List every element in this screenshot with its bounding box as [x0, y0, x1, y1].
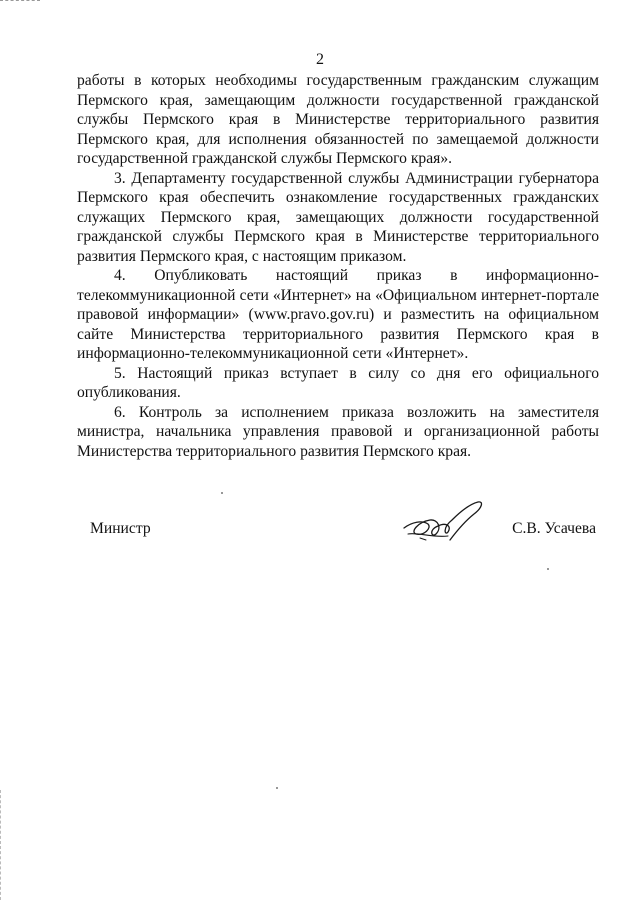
document-body	[77, 71, 599, 461]
signatory-name: С.В. Усачева	[512, 520, 596, 537]
scan-speck	[276, 787, 278, 789]
paragraph-item-4: 4. Опубликовать настоящий приказ в информационно-телекоммуникационной сети «Интернет» на «Официальном интернет-портале правовой информации» (www.pravo.gov.ru) и разместить на официальном сайте Министерства территориального развития Пермского края в информационно-телекоммуникационной сети «Интернет».	[77, 267, 599, 362]
page-number: 2	[316, 51, 324, 68]
paragraph-item-5: 5. Настоящий приказ вступает в силу со дня его официального опубликования.	[77, 364, 599, 401]
paragraph-item-3: 3. Департаменту государственной службы Администрации губернатора Пермского края обеспечить ознакомление государственных гражданских служащих Пермского края, замещающих должности государственной гражданской службы Пермского края в Министерстве территориального развития Пермского края, с настоящим приказом.	[77, 169, 599, 265]
scan-speck	[547, 568, 549, 570]
scan-speck	[221, 492, 223, 494]
paragraph-continuation: работы в которых необходимы государственным гражданским служащим Пермского края, замещающим должности государственной гражданской службы Пермского края в Министерстве территориального развития Пермского края, для исполнения обязанностей по замещаемой должности государственной гражданской службы Пермского края».	[77, 72, 599, 167]
scan-edge-left	[0, 790, 3, 900]
signatory-title: Министр	[90, 520, 151, 537]
handwritten-signature	[398, 498, 488, 550]
signature-block	[90, 520, 596, 544]
scan-edge-top	[0, 0, 40, 3]
paragraph-item-6: 6. Контроль за исполнением приказа возложить на заместителя министра, начальника управления правовой и организационной работы Министерства территориального развития Пермского края.	[77, 403, 599, 460]
